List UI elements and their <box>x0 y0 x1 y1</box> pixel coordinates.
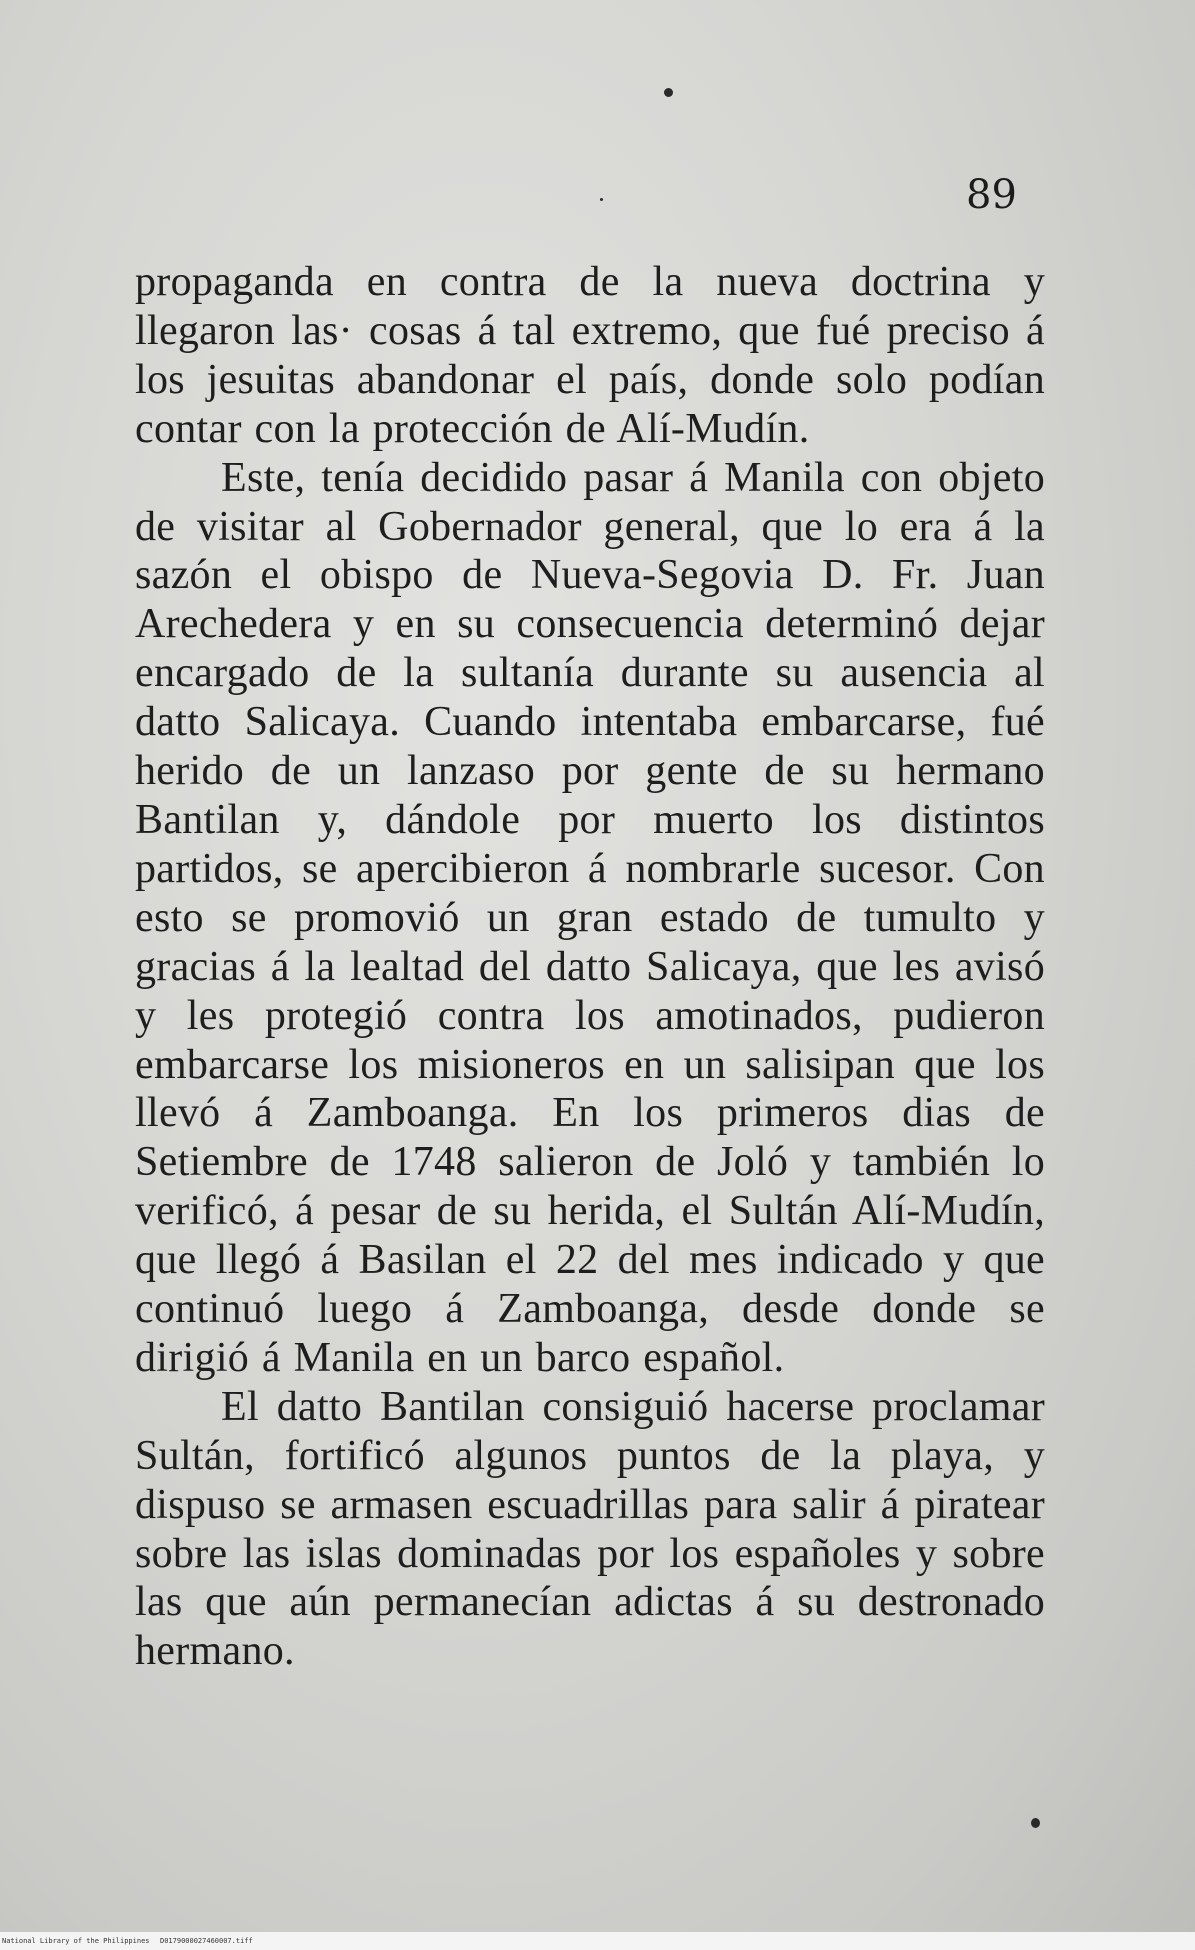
paragraph-3: El datto Bantilan consiguió hacerse proclamar Sultán, fortificó algunos puntos de la playa, y dispuso se armasen escuadrillas para salir á piratear sobre las islas dominadas por los españoles y sobre las que aún permanecían adictas á su destronado hermano. <box>135 1383 1045 1675</box>
footer-file-id: D0179000027460007.tiff <box>160 1937 253 1945</box>
ink-speck <box>664 88 673 97</box>
page-number: 89 <box>966 172 1017 218</box>
paragraph-1: propaganda en contra de la nueva doctrina y llegaron las· cosas á tal extremo, que fué preciso á los jesuitas abandonar el país, donde solo podían contar con la protección de Alí-Mudín. <box>135 259 1045 452</box>
ink-speck <box>600 198 603 201</box>
ink-speck <box>1031 1818 1040 1828</box>
paragraph-2: Este, tenía decidido pasar á Manila con objeto de visitar al Gobernador general, que lo era á la sazón el obispo de Nueva-Segovia D. Fr. Juan Arechedera y en su consecuencia determinó dejar encargado de la sultanía durante su ausencia al datto Salicaya. Cuando intentaba embarcarse, fué herido de un lanzaso por gente de su hermano Bantilan y, dándole por muerto los distintos partidos, se apercibieron á nombrarle sucesor. Con esto se promovió un gran estado de tumulto y gracias á la lealtad del datto Salicaya, que les avisó y les protegió contra los amotinados, pudieron embarcarse los misioneros en un salisipan que los llevó á Zamboanga. En los primeros dias de Setiembre de 1748 salieron de Joló y también lo verificó, á pesar de su herida, el Sultán Alí-Mudín, que llegó á Basilan el 22 del mes indicado y que continuó luego á Zamboanga, desde donde se dirigió á Manila en un barco español. <box>135 454 1045 1381</box>
footer-library: National Library of the Philippines <box>2 1937 150 1945</box>
scan-footer <box>0 1932 1195 1950</box>
body-text <box>135 258 1045 1676</box>
